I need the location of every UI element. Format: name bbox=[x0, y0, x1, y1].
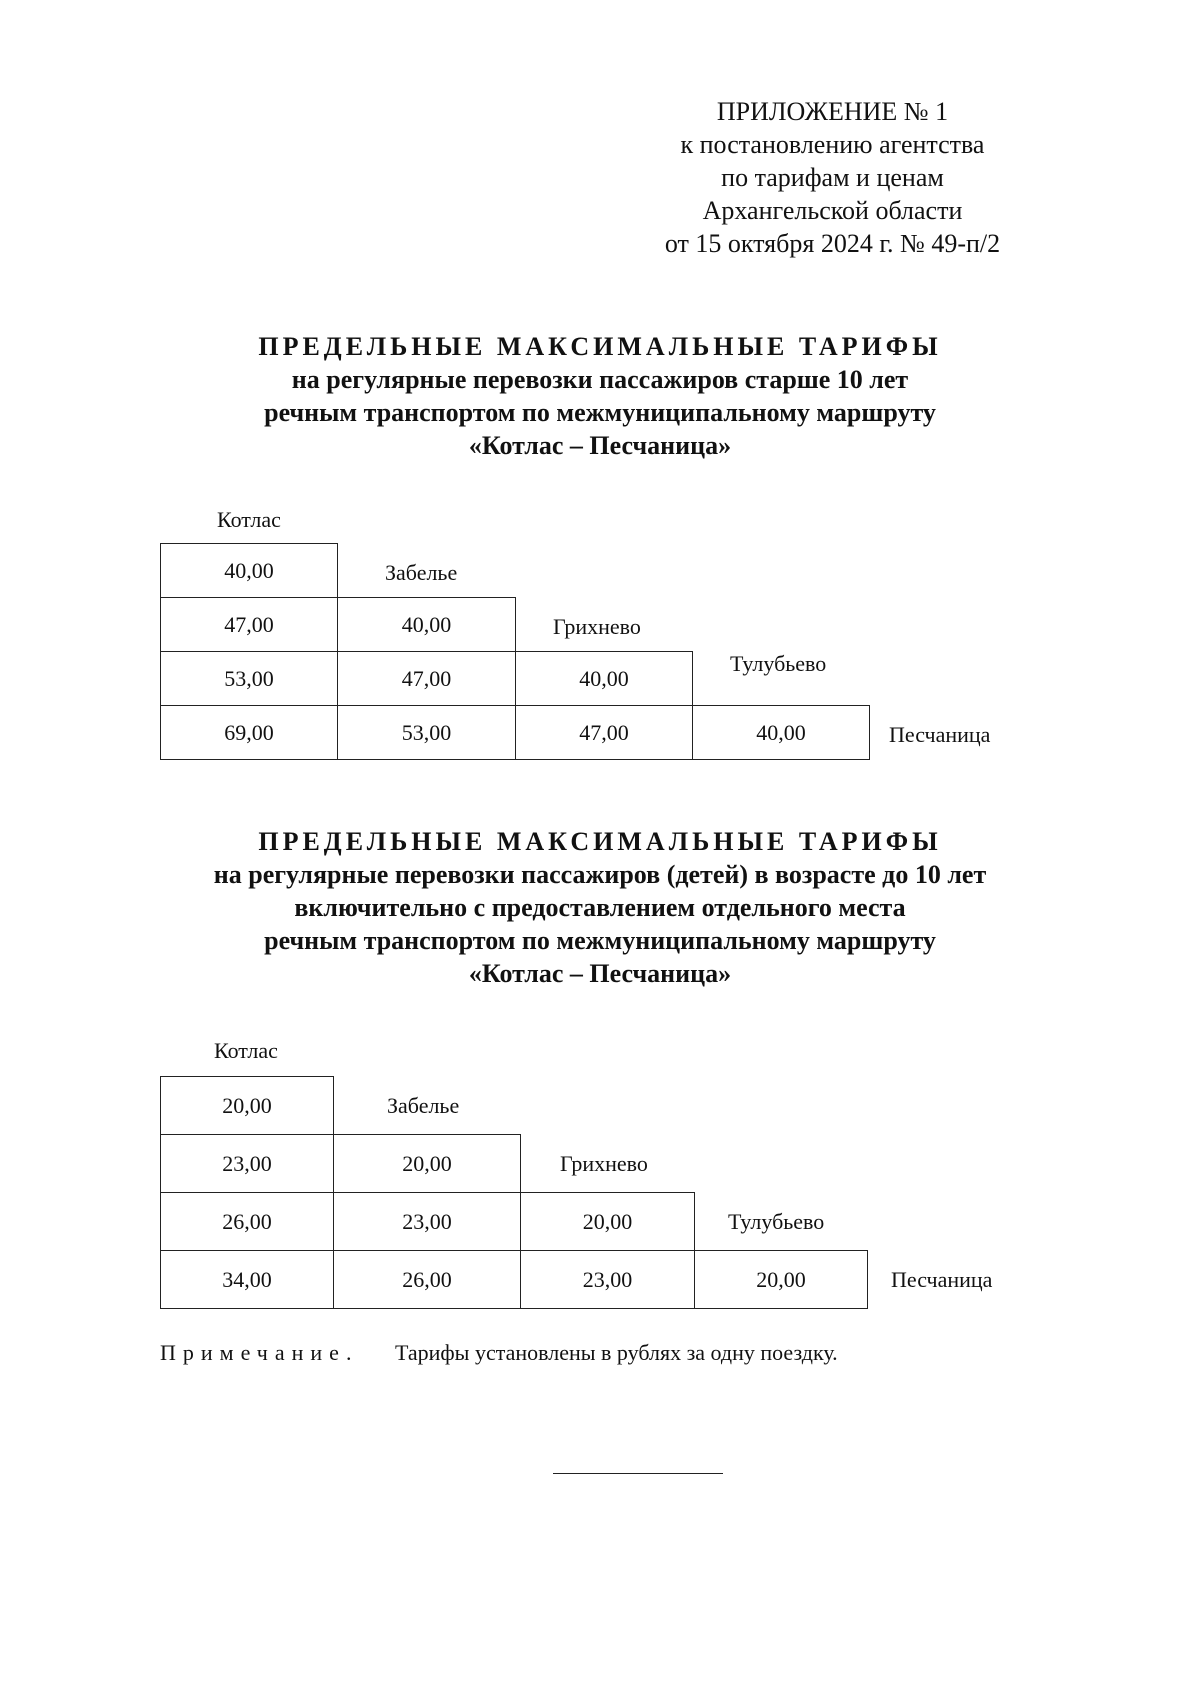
tariff-cell: 47,00 bbox=[160, 597, 338, 652]
note-text: Тарифы установлены в рублях за одну поездку. bbox=[395, 1340, 838, 1365]
tariff-cell: 20,00 bbox=[160, 1076, 334, 1135]
section1-title-line: «Котлас – Песчаница» bbox=[468, 431, 732, 460]
tariff-cell: 53,00 bbox=[160, 651, 338, 706]
tariff-cell: 34,00 bbox=[160, 1250, 334, 1309]
section2-title bbox=[0, 825, 1200, 990]
appendix-line: к постановлению агентства bbox=[680, 130, 985, 159]
signature-line bbox=[553, 1473, 723, 1474]
tariff-cell: 20,00 bbox=[694, 1250, 868, 1309]
section2-title-main: ПРЕДЕЛЬНЫЕ МАКСИМАЛЬНЫЕ ТАРИФЫ bbox=[258, 827, 942, 856]
stop-label: Тулубьево bbox=[730, 651, 827, 676]
note bbox=[160, 1340, 838, 1366]
tariff-cell: 20,00 bbox=[333, 1134, 521, 1193]
tariff-cell: 20,00 bbox=[520, 1192, 695, 1251]
section2-title-line: включительно с предоставлением отдельного места bbox=[294, 893, 906, 922]
section2-title-line: на регулярные перевозки пассажиров (детей) в возрасте до 10 лет bbox=[213, 860, 987, 889]
stop-label: Тулубьево bbox=[728, 1209, 825, 1234]
stop-label: Котлас bbox=[214, 1038, 278, 1063]
stop-label: Песчаница bbox=[891, 1267, 993, 1292]
section2-title-line: «Котлас – Песчаница» bbox=[468, 959, 732, 988]
tariff-cell: 23,00 bbox=[160, 1134, 334, 1193]
tariff-cell: 26,00 bbox=[333, 1250, 521, 1309]
stop-label: Грихнево bbox=[560, 1151, 648, 1176]
appendix-line: Архангельской области bbox=[702, 196, 963, 225]
tariff-cell: 40,00 bbox=[337, 597, 516, 652]
appendix-line: по тарифам и ценам bbox=[721, 163, 944, 192]
section1-title-line: речным транспортом по межмуниципальному маршруту bbox=[264, 398, 936, 427]
stop-label: Песчаница bbox=[889, 722, 991, 747]
tariff-cell: 23,00 bbox=[333, 1192, 521, 1251]
section2-title-line: речным транспортом по межмуниципальному маршруту bbox=[264, 926, 936, 955]
tariff-cell: 69,00 bbox=[160, 705, 338, 760]
note-label: Примечание. bbox=[160, 1340, 359, 1365]
stop-label: Котлас bbox=[217, 507, 281, 532]
appendix-line: от 15 октября 2024 г. № 49-п/2 bbox=[664, 229, 1001, 258]
tariff-cell: 40,00 bbox=[692, 705, 870, 760]
tariff-cell: 40,00 bbox=[160, 543, 338, 598]
stop-label: Грихнево bbox=[553, 614, 641, 639]
appendix-line: ПРИЛОЖЕНИЕ № 1 bbox=[716, 97, 949, 126]
tariff-cell: 40,00 bbox=[515, 651, 693, 706]
tariff-cell: 23,00 bbox=[520, 1250, 695, 1309]
tariff-cell: 53,00 bbox=[337, 705, 516, 760]
tariff-cell: 26,00 bbox=[160, 1192, 334, 1251]
section1-title-main: ПРЕДЕЛЬНЫЕ МАКСИМАЛЬНЫЕ ТАРИФЫ bbox=[258, 332, 942, 361]
section1-title bbox=[0, 330, 1200, 462]
section1-title-line: на регулярные перевозки пассажиров старше 10 лет bbox=[291, 365, 909, 394]
appendix-header bbox=[640, 95, 1025, 260]
tariff-cell: 47,00 bbox=[515, 705, 693, 760]
stop-label: Забелье bbox=[385, 560, 458, 585]
stop-label: Забелье bbox=[387, 1093, 460, 1118]
tariff-cell: 47,00 bbox=[337, 651, 516, 706]
